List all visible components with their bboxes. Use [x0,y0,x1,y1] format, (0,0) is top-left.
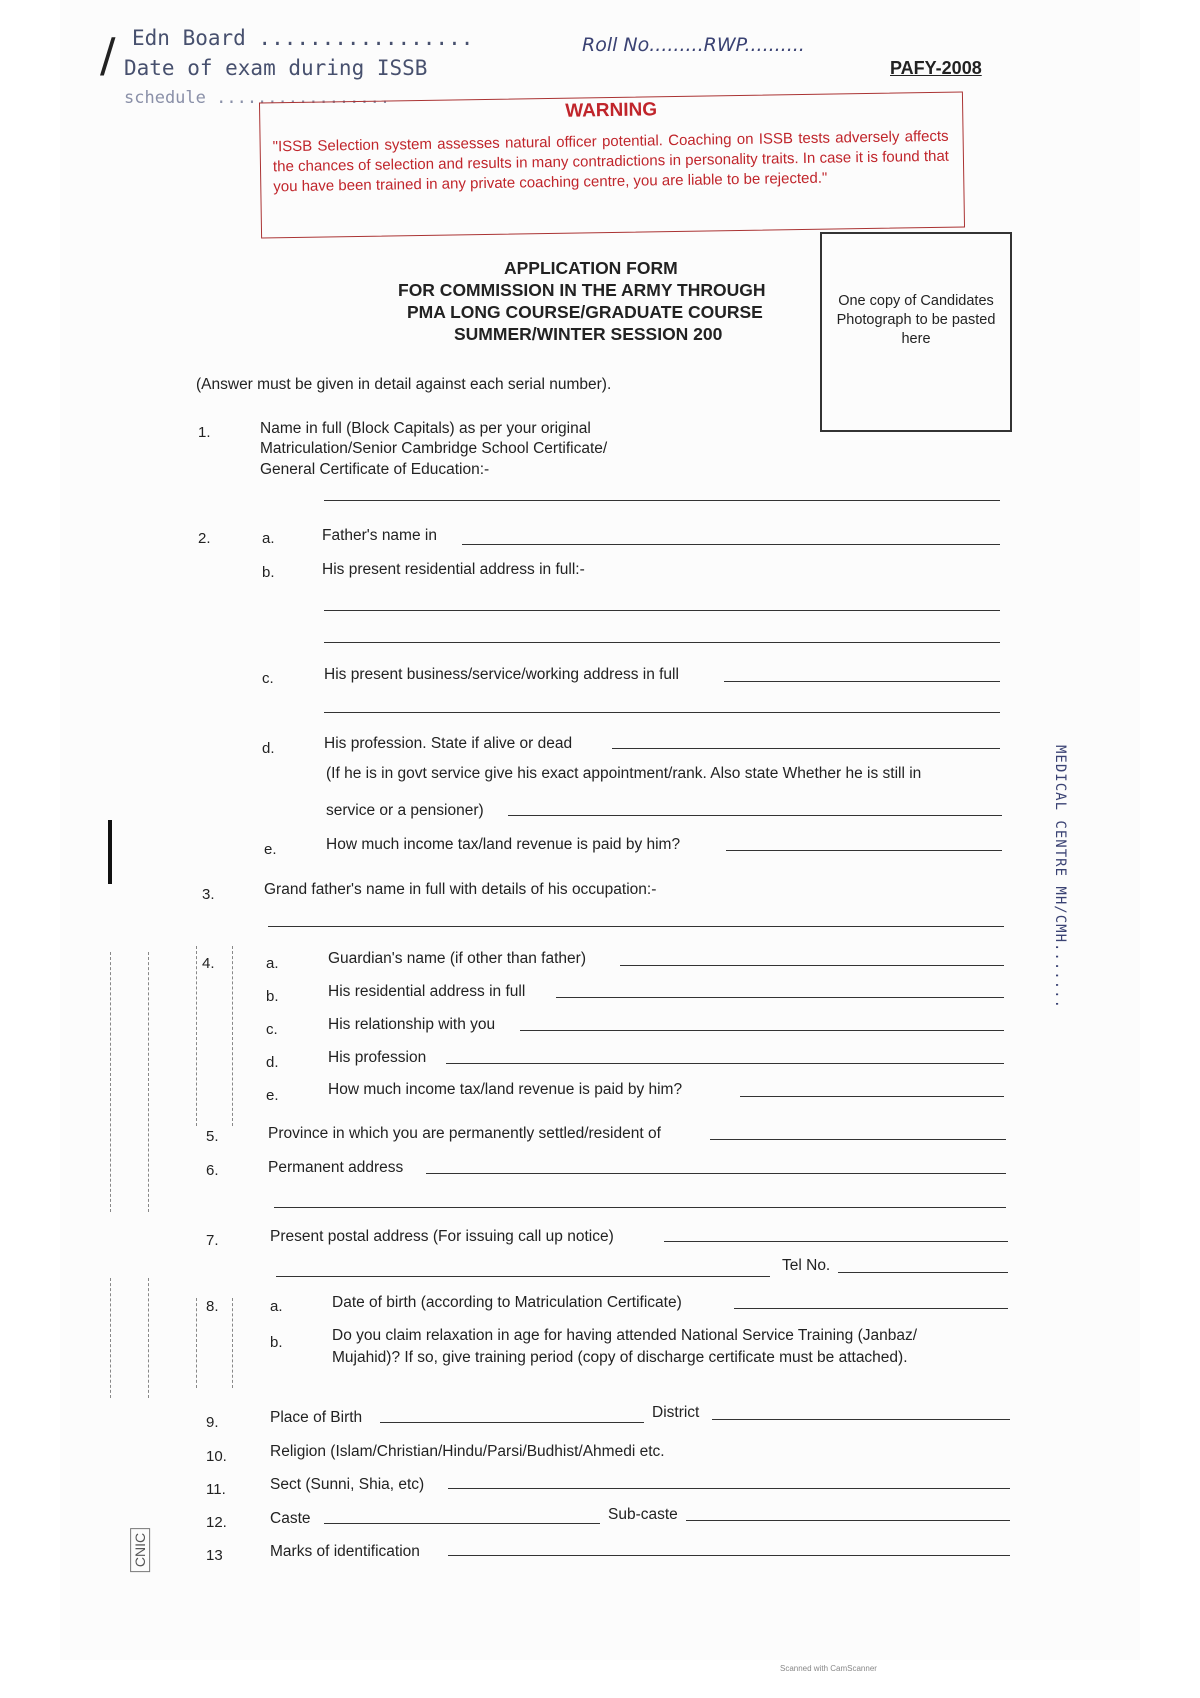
item-8-number: 8. [206,1298,219,1315]
tel-no-answer-line[interactable] [838,1272,1008,1273]
medical-centre-stamp: MEDICAL CENTRE MH/CMH....... [1052,745,1068,1010]
place-of-birth-answer-line[interactable] [380,1422,644,1423]
item-2e-answer-line[interactable] [726,850,1002,851]
item-13-number: 13 [206,1547,223,1564]
item-4a-answer-line[interactable] [620,965,1004,966]
item-2d-note-2: service or a pensioner) [326,802,484,819]
warning-title: WARNING [565,99,658,122]
item-8a-letter: a. [270,1298,283,1315]
item-4d-letter: d. [266,1054,279,1071]
item-4e-letter: e. [266,1087,279,1104]
cnic-label: CNIC [130,1528,150,1572]
check-mark: / [100,28,116,82]
item-7-text: Present postal address (For issuing call up notice) [270,1228,614,1245]
item-2c-answer-line-2[interactable] [324,712,1000,713]
item-4d-text: His profession [328,1049,427,1066]
form-code: PAFY-2008 [890,58,982,78]
caste-answer-line[interactable] [324,1523,600,1524]
title-line-4: SUMMER/WINTER SESSION 200 [454,324,723,344]
item-6-answer-line-2[interactable] [274,1207,1006,1208]
item-9-number: 9. [206,1414,219,1431]
item-8b-letter: b. [270,1334,283,1351]
item-3-text: Grand father's name in full with details of his occupation:- [264,881,657,898]
item-2e-text: How much income tax/land revenue is paid by him? [326,836,681,853]
item-1-answer-line[interactable] [324,500,1000,501]
item-5-number: 5. [206,1128,219,1145]
item-4b-text: His residential address in full [328,983,526,1000]
margin-mark-7 [196,1298,197,1388]
item-4-number: 4. [202,955,215,972]
margin-mark-6 [148,1278,149,1398]
item-2d-answer-line[interactable] [612,748,1000,749]
item-8b-line-2: Mujahid)? If so, give training period (copy of discharge certificate must be attached). [332,1349,908,1366]
answer-instruction: (Answer must be given in detail against each serial number). [196,376,612,393]
item-2d-text: His profession. State if alive or dead [324,735,573,752]
margin-mark-1 [110,952,111,1212]
item-12-number: 12. [206,1514,227,1531]
district-answer-line[interactable] [712,1419,1010,1420]
district-label: District [652,1404,700,1421]
item-1-line-1: Name in full (Block Capitals) as per your original [260,420,591,437]
item-4c-text: His relationship with you [328,1016,496,1033]
item-3-number: 3. [202,886,215,903]
item-4c-letter: c. [266,1021,278,1038]
item-4d-answer-line[interactable] [446,1063,1004,1064]
item-12-text: Caste [270,1510,311,1527]
item-13-answer-line[interactable] [448,1555,1010,1556]
item-10-number: 10. [206,1448,227,1465]
title-line-3: PMA LONG COURSE/GRADUATE COURSE [407,302,763,322]
item-8a-answer-line[interactable] [734,1308,1008,1309]
item-8b-line-1: Do you claim relaxation in age for having attended National Service Training (Janbaz/ [332,1327,918,1344]
title-line-2: FOR COMMISSION IN THE ARMY THROUGH [398,280,766,300]
item-4b-letter: b. [266,988,279,1005]
item-2d-note-answer-line[interactable] [508,815,1002,816]
item-4a-letter: a. [266,955,279,972]
item-2a-answer-line[interactable] [462,544,1000,545]
item-2b-answer-line-1[interactable] [324,610,1000,611]
item-3-answer-line[interactable] [268,926,1004,927]
item-2b-answer-line-2[interactable] [324,642,1000,643]
item-1-number: 1. [198,424,211,441]
margin-mark-3 [196,946,197,1126]
schedule: schedule ................. [124,88,391,108]
margin-mark-2 [148,952,149,1212]
item-11-number: 11. [206,1481,226,1498]
item-6-text: Permanent address [268,1159,404,1176]
item-2a-letter: a. [262,530,275,547]
item-2b-text: His present residential address in full:- [322,561,585,578]
item-11-text: Sect (Sunni, Shia, etc) [270,1476,425,1493]
item-4a-text: Guardian's name (if other than father) [328,950,586,967]
item-6-number: 6. [206,1162,219,1179]
warning-text: "ISSB Selection system assesses natural officer potential. Coaching on ISSB tests adversely affects the chances of selection and results in many contradictions in personality traits. In case it is found that you have been trained in any private coaching centre, you are liable to be rejected." [272,127,950,196]
item-9-text: Place of Birth [270,1409,363,1426]
title-line-1: APPLICATION FORM [504,258,678,278]
item-2a-text: Father's name in [322,527,437,544]
tel-no-label: Tel No. [782,1257,831,1274]
item-2-number: 2. [198,530,211,547]
item-2b-letter: b. [262,564,275,581]
item-2c-letter: c. [262,670,274,687]
item-2c-text: His present business/service/working address in full [324,666,679,683]
item-4b-answer-line[interactable] [556,997,1004,998]
warning-box [259,91,965,238]
left-margin-bar [108,820,112,884]
item-10-text: Religion (Islam/Christian/Hindu/Parsi/Budhist/Ahmedi etc. [270,1443,665,1460]
item-2c-answer-line-1[interactable] [724,681,1000,682]
item-2d-note-1: (If he is in govt service give his exact appointment/rank. Also state Whether he is still in [326,765,922,782]
scanner-footer: Scanned with CamScanner [780,1664,877,1673]
item-5-answer-line[interactable] [710,1139,1006,1140]
date-of-exam: Date of exam during ISSB [124,56,428,80]
item-7-answer-line-1[interactable] [664,1241,1008,1242]
item-2e-letter: e. [264,841,277,858]
photo-placeholder[interactable] [820,232,1012,432]
item-13-text: Marks of identification [270,1543,420,1560]
item-8a-text: Date of birth (according to Matriculation Certificate) [332,1294,682,1311]
item-7-number: 7. [206,1232,219,1249]
margin-mark-5 [110,1278,111,1398]
item-1-line-3: General Certificate of Education:- [260,461,490,478]
item-6-answer-line-1[interactable] [426,1173,1006,1174]
item-4c-answer-line[interactable] [520,1030,1004,1031]
roll-no: Roll No.........RWP.......... [582,34,805,56]
subcaste-label: Sub-caste [608,1506,678,1523]
item-2d-letter: d. [262,740,275,757]
item-4e-text: How much income tax/land revenue is paid by him? [328,1081,683,1098]
photo-instruction: One copy of Candidates Photograph to be pasted here [836,293,996,347]
edn-board: Edn Board ................. [132,26,474,50]
subcaste-answer-line[interactable] [686,1520,1010,1521]
item-5-text: Province in which you are permanently settled/resident of [268,1125,661,1142]
margin-mark-8 [232,1298,233,1388]
margin-mark-4 [232,946,233,1126]
item-4e-answer-line[interactable] [740,1096,1004,1097]
item-7-answer-line-2[interactable] [276,1276,770,1277]
item-1-line-2: Matriculation/Senior Cambridge School Certificate/ [260,440,608,457]
item-11-answer-line[interactable] [448,1488,1010,1489]
